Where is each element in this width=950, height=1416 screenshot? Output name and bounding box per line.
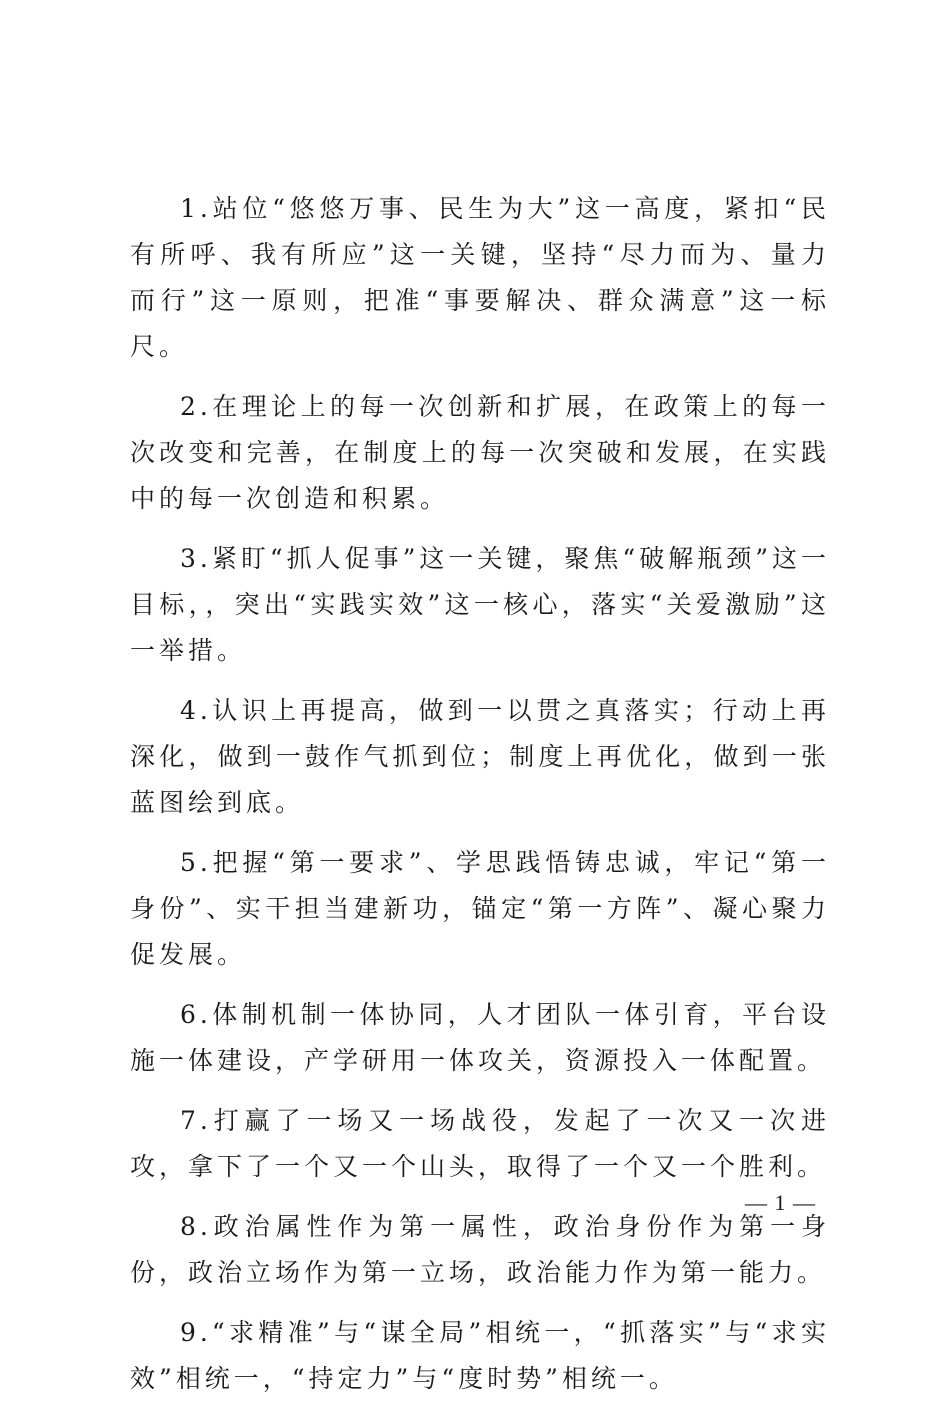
paragraph-3: 3.紧盯“抓人促事”这一关键，聚焦“破解瓶颈”这一目标，，突出“实践实效”这一核心，落实“关爱激励”这一举措。 (130, 544, 830, 665)
paragraph-6: 6.体制机制一体协同，人才团队一体引育，平台设施一体建设，产学研用一体攻关，资源投入一体配置。 (130, 1000, 830, 1075)
paragraph-2: 2.在理论上的每一次创新和扩展，在政策上的每一次改变和完善，在制度上的每一次突破和发展，在实践中的每一次创造和积累。 (130, 392, 830, 513)
paragraph-9: 9.“求精准”与“谋全局”相统一，“抓落实”与“求实效”相统一，“持定力”与“度时势”相统一。 (130, 1318, 830, 1393)
paragraph-4: 4.认识上再提高，做到一以贯之真落实；行动上再深化，做到一鼓作气抓到位；制度上再优化，做到一张蓝图绘到底。 (130, 696, 830, 817)
paragraph-5: 5.把握“第一要求”、学思践悟铸忠诚，牢记“第一身份”、实干担当建新功，锚定“第一方阵”、凝心聚力促发展。 (130, 848, 830, 969)
paragraph-1: 1.站位“悠悠万事、民生为大”这一高度，紧扣“民有所呼、我有所应”这一关键，坚持“尽力而为、量力而行”这一原则，把准“事要解决、群众满意”这一标尺。 (130, 194, 830, 361)
paragraph-8: 8.政治属性作为第一属性，政治身份作为第一身份，政治立场作为第一立场，政治能力作为第一能力。 (130, 1212, 830, 1287)
page-number: — 1 — (745, 1190, 816, 1215)
document-body (130, 186, 830, 1416)
paragraph-7: 7.打赢了一场又一场战役，发起了一次又一次进攻，拿下了一个又一个山头，取得了一个又一个胜利。 (130, 1106, 830, 1181)
